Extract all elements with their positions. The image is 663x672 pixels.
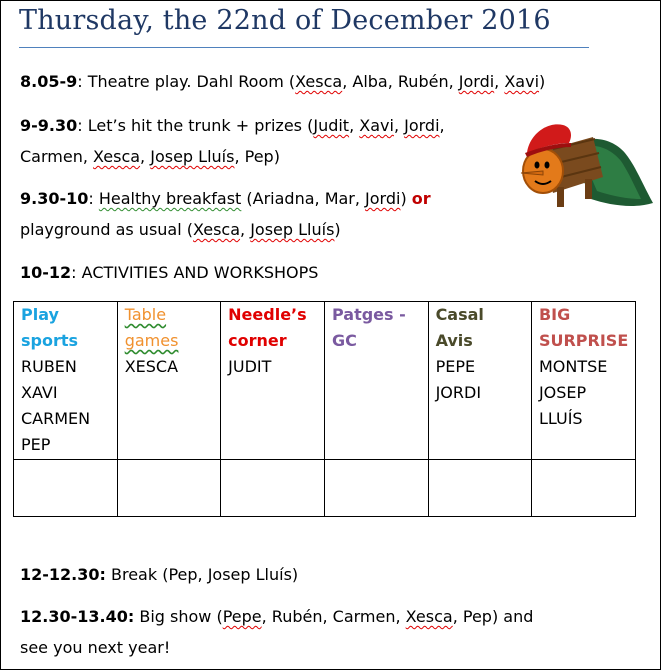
schedule-item-theatre: 8.05-9: Theatre play. Dahl Room (Xesca, Alba, Rubén, Jordi, Xavi) [20,72,546,91]
workshops-row [14,302,636,460]
empty-cell [324,460,428,517]
schedule-item-trunk: 9-9.30: Let’s hit the trunk + prizes (Judit, Xavi, Jordi, Carmen, Xesca, Josep Lluís, Pep) [20,116,445,166]
workshops-empty-row [14,460,636,517]
schedule-item-activities: 10-12: ACTIVITIES AND WORKSHOPS [20,263,319,282]
workshop-table-games: Table games XESCA [117,302,220,460]
schedule-item-breakfast: 9.30-10: Healthy breakfast (Ariadna, Mar, Jordi) or playground as usual (Xesca, Josep Lluís) [20,189,431,239]
empty-cell [531,460,635,517]
workshop-big-surprise: BIG SURPRISE MONTSE JOSEP LLUÍS [531,302,635,460]
empty-cell [428,460,531,517]
workshop-casal-avis: Casal Avis PEPE JORDI [428,302,531,460]
workshops-table [13,301,636,517]
empty-cell [14,460,118,517]
tio-de-nadal-log-icon [513,113,653,213]
workshop-play-sports: Play sports RUBEN XAVI CARMEN PEP [14,302,118,460]
workshop-patges-gc: Patges - GC [324,302,428,460]
workshop-needles-corner: Needle’s corner JUDIT [221,302,325,460]
empty-cell [117,460,220,517]
page-title: Thursday, the 22nd of December 2016 [19,5,551,36]
empty-cell [221,460,325,517]
schedule-item-big-show: 12.30-13.40: Big show (Pepe, Rubén, Carmen, Xesca, Pep) and see you next year! [20,607,534,657]
schedule-item-break: 12-12.30: Break (Pep, Josep Lluís) [20,565,299,584]
title-underline [19,47,589,48]
